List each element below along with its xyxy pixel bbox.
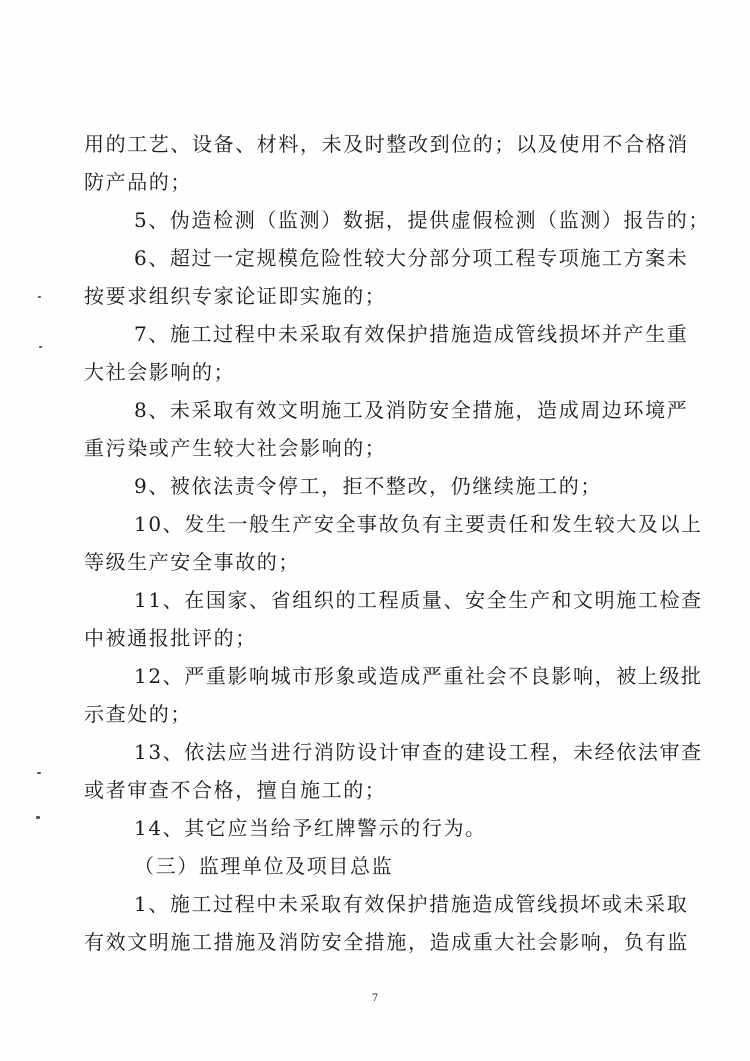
list-item-11: 11、在国家、省组织的工程质量、安全生产和文明施工检查: [134, 588, 703, 612]
scan-speck: [36, 816, 40, 819]
list-item-7: 7、施工过程中未采取有效保护措施造成管线损坏并产生重: [134, 322, 689, 346]
list-item-8: 8、未采取有效文明施工及消防安全措施，造成周边环境严: [134, 398, 689, 422]
section-heading: （三）监理单位及项目总监: [134, 854, 394, 878]
list-item-13: 13、依法应当进行消防设计审查的建设工程，未经依法审查: [134, 740, 703, 764]
scan-speck: [38, 296, 41, 298]
supervision-item-1-cont: 有效文明施工措施及消防安全措施，造成重大社会影响，负有监: [84, 930, 689, 954]
list-item-6-cont: 按要求组织专家论证即实施的；: [84, 284, 387, 308]
list-item-12-cont: 示查处的；: [84, 702, 192, 726]
list-item-10: 10、发生一般生产安全事故负有主要责任和发生较大及以上: [134, 512, 703, 536]
list-item-12: 12、严重影响城市形象或造成严重社会不良影响，被上级批: [134, 664, 703, 688]
paragraph-line: 用的工艺、设备、材料，未及时整改到位的；以及使用不合格消: [84, 132, 689, 156]
list-item-7-cont: 大社会影响的；: [84, 360, 236, 384]
scan-speck: [39, 346, 42, 348]
list-item-6: 6、超过一定规模危险性较大分部分项工程专项施工方案未: [134, 246, 689, 270]
list-item-11-cont: 中被通报批评的；: [84, 626, 257, 650]
scan-speck: [37, 772, 41, 774]
list-item-8-cont: 重污染或产生较大社会影响的；: [84, 436, 387, 460]
list-item-13-cont: 或者审查不合格，擅自施工的；: [84, 778, 387, 802]
list-item-9: 9、被依法责令停工，拒不整改，仍继续施工的；: [134, 474, 602, 498]
page-number: 7: [371, 993, 379, 1004]
paragraph-line: 防产品的；: [84, 170, 192, 194]
list-item-5: 5、伪造检测（监测）数据，提供虚假检测（监测）报告的；: [134, 208, 710, 232]
supervision-item-1: 1、施工过程中未采取有效保护措施造成管线损坏或未采取: [134, 892, 689, 916]
list-item-10-cont: 等级生产安全事故的；: [84, 550, 300, 574]
list-item-14: 14、其它应当给予红牌警示的行为。: [134, 816, 487, 840]
